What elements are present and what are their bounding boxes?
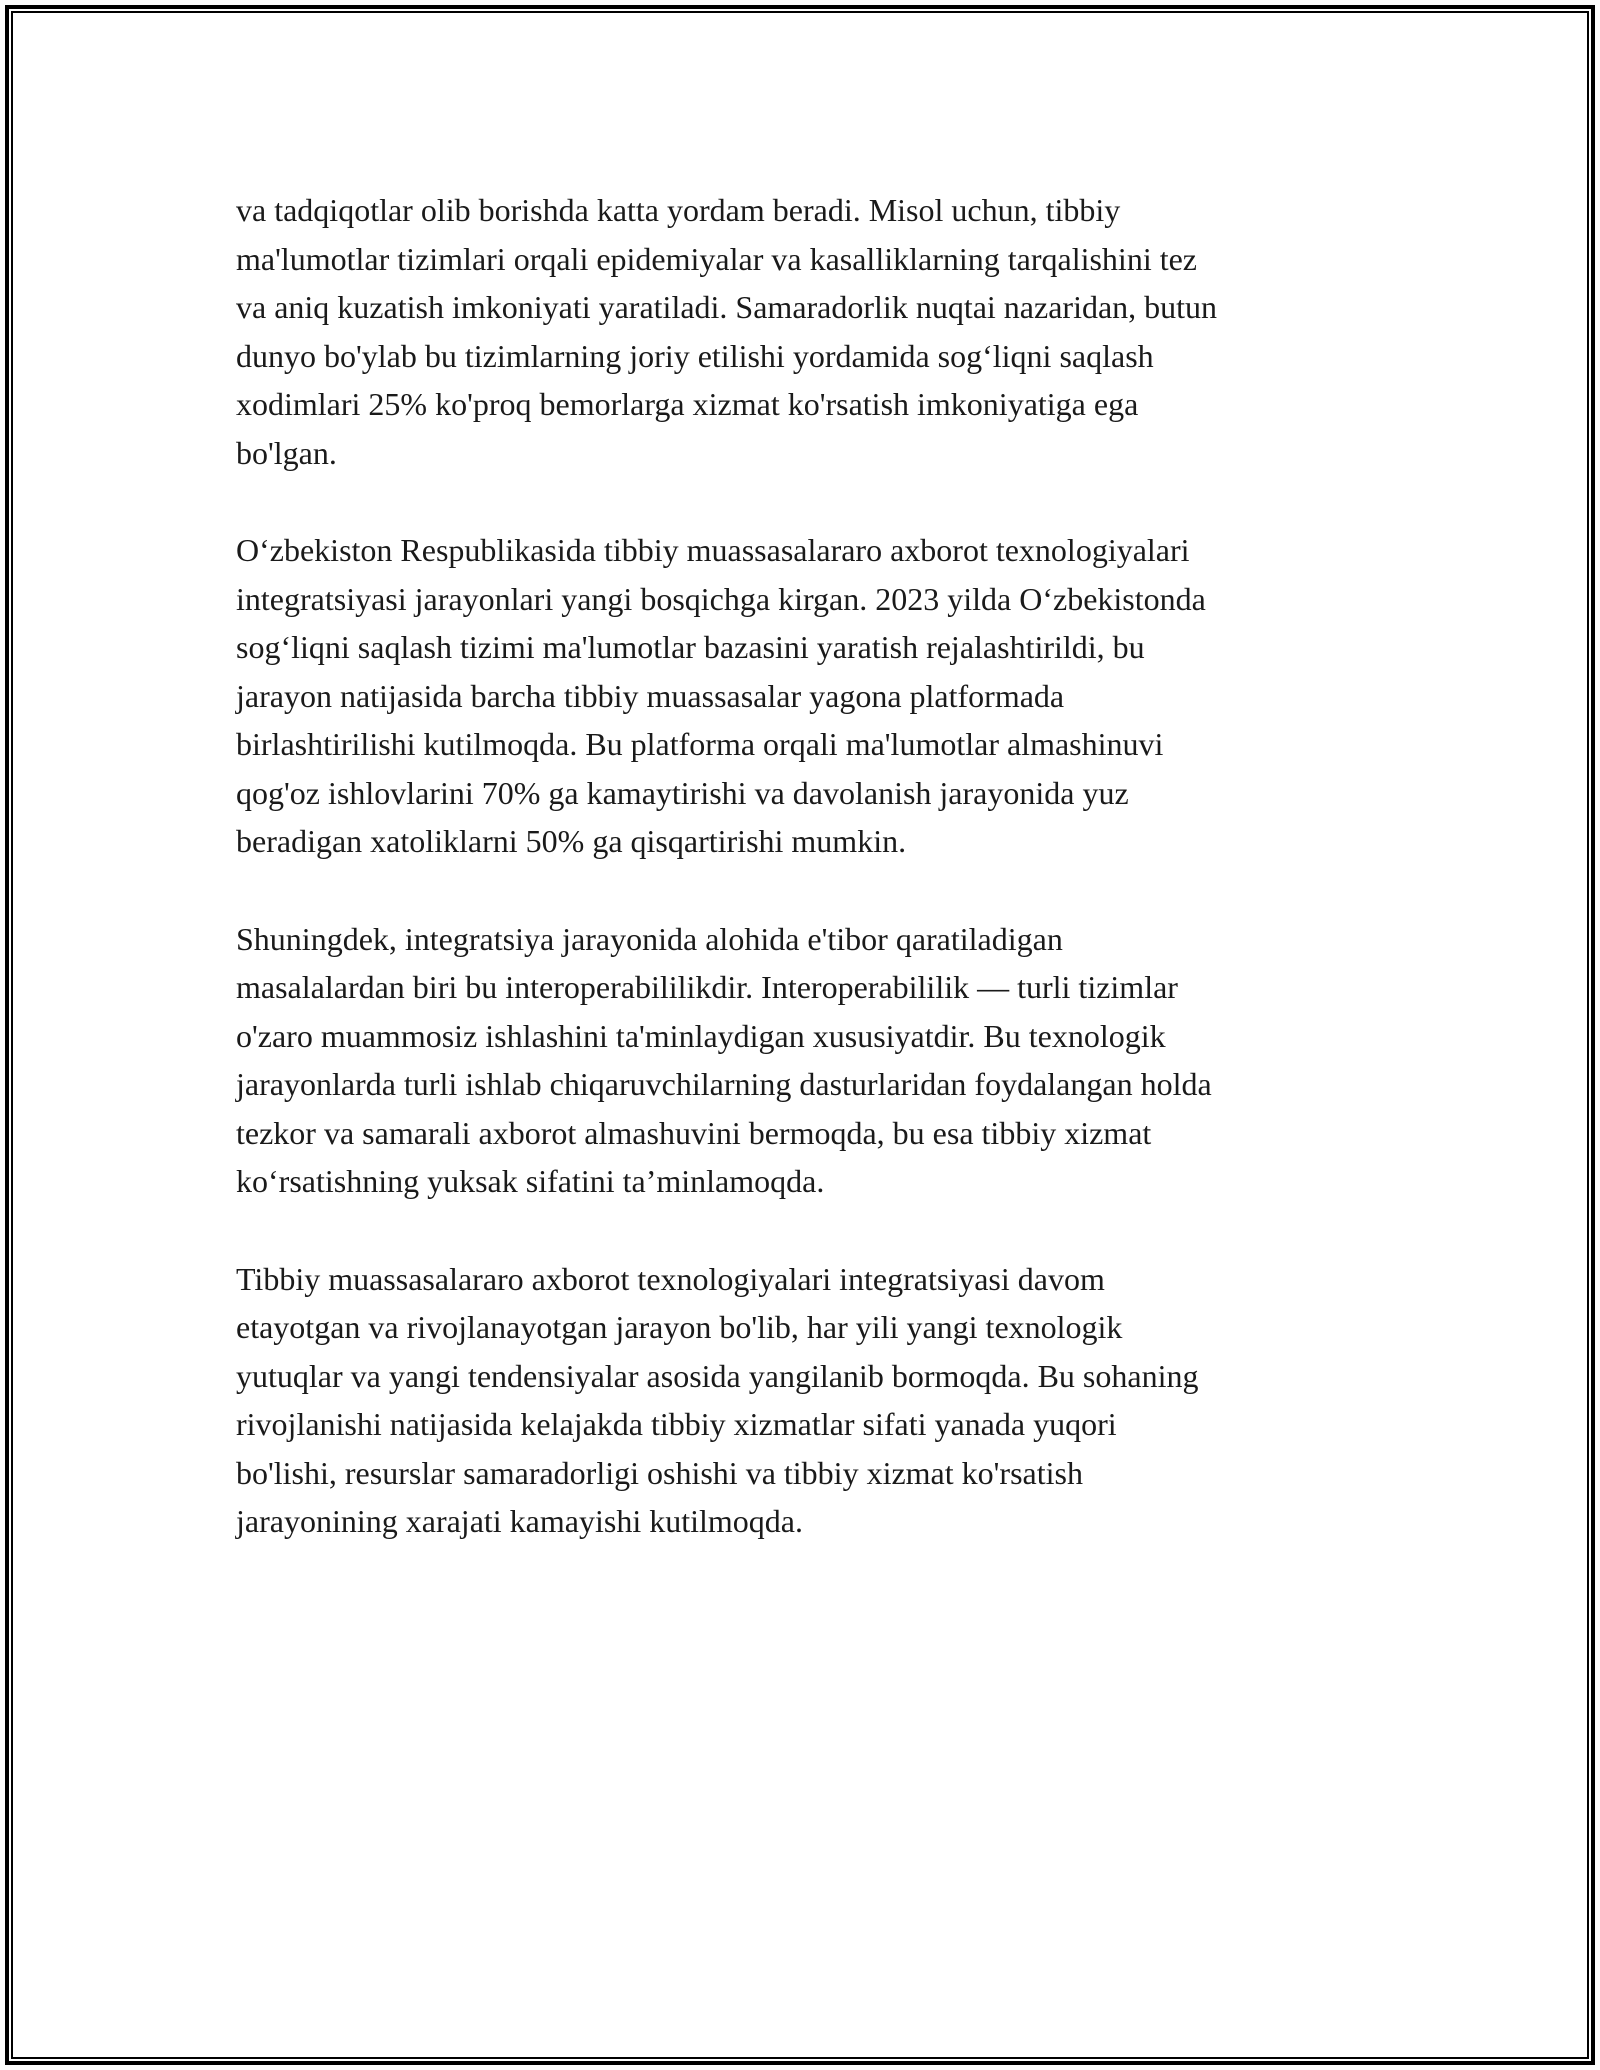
text-line: etayotgan va rivojlanayotgan jarayon bo'lib, har yili yangi texnologik (236, 1309, 1123, 1345)
document-body (236, 186, 1386, 1595)
paragraph-1 (236, 186, 1386, 477)
text-line: dunyo bo'ylab bu tizimlarning joriy etilishi yordamida sog‘liqni saqlash (236, 337, 1154, 374)
text-line: sog‘liqni saqlash tizimi ma'lumotlar bazasini yaratish rejalashtirildi, bu (236, 629, 1145, 665)
text-line: va aniq kuzatish imkoniyati yaratiladi. Samaradorlik nuqtai nazaridan, butun (236, 289, 1218, 325)
text-line: xodimlari 25% ko'proq bemorlarga xizmat ko'rsatish imkoniyatiga ega (236, 386, 1139, 422)
text-line: integratsiyasi jarayonlari yangi bosqichga kirgan. 2023 yilda O‘zbekistonda (236, 580, 1206, 617)
text-line: O‘zbekiston Respublikasida tibbiy muassasalararo axborot texnologiyalari (236, 532, 1190, 568)
text-line: Tibbiy muassasalararo axborot texnologiyalari integratsiyasi davom (236, 1260, 1105, 1297)
text-line: rivojlanishi natijasida kelajakda tibbiy xizmatlar sifati yanada yuqori (236, 1406, 1117, 1442)
text-line: bo'lishi, resurslar samaradorligi oshishi va tibbiy xizmat ko'rsatish (236, 1454, 1083, 1491)
text-line: yutuqlar va yangi tendensiyalar asosida yangilanib bormoqda. Bu sohaning (236, 1357, 1199, 1394)
text-line: jarayonining xarajati kamayishi kutilmoqda. (236, 1503, 803, 1539)
text-line: jarayon natijasida barcha tibbiy muassasalar yagona platformada (236, 677, 1065, 714)
text-line: ko‘rsatishning yuksak sifatini ta’minlamoqda. (236, 1163, 825, 1199)
text-line: va tadqiqotlar olib borishda katta yordam beradi. Misol uchun, tibbiy (236, 192, 1121, 228)
text-line: birlashtirilishi kutilmoqda. Bu platforma orqali ma'lumotlar almashinuvi (236, 726, 1164, 762)
text-line: tezkor va samarali axborot almashuvini bermoqda, bu esa tibbiy xizmat (236, 1114, 1152, 1151)
text-line: Shuningdek, integratsiya jarayonida alohida e'tibor qaratiladigan (236, 920, 1063, 957)
paragraph-2 (236, 526, 1386, 866)
paragraph-4 (236, 1255, 1386, 1546)
paragraph-3 (236, 915, 1386, 1206)
text-line: beradigan xatoliklarni 50% ga qisqartirishi mumkin. (236, 823, 907, 859)
text-line: bo'lgan. (236, 434, 337, 471)
text-line: qog'oz ishlovlarini 70% ga kamaytirishi va davolanish jarayonida yuz (236, 774, 1129, 811)
text-line: o'zaro muammosiz ishlashini ta'minlaydigan xususiyatdir. Bu texnologik (236, 1017, 1166, 1054)
text-line: jarayonlarda turli ishlab chiqaruvchilarning dasturlaridan foydalangan holda (236, 1066, 1212, 1102)
text-line: ma'lumotlar tizimlari orqali epidemiyalar va kasalliklarning tarqalishini tez (236, 240, 1197, 277)
text-line: masalalardan biri bu interoperabililikdir. Interoperabililik — turli tizimlar (236, 969, 1178, 1005)
